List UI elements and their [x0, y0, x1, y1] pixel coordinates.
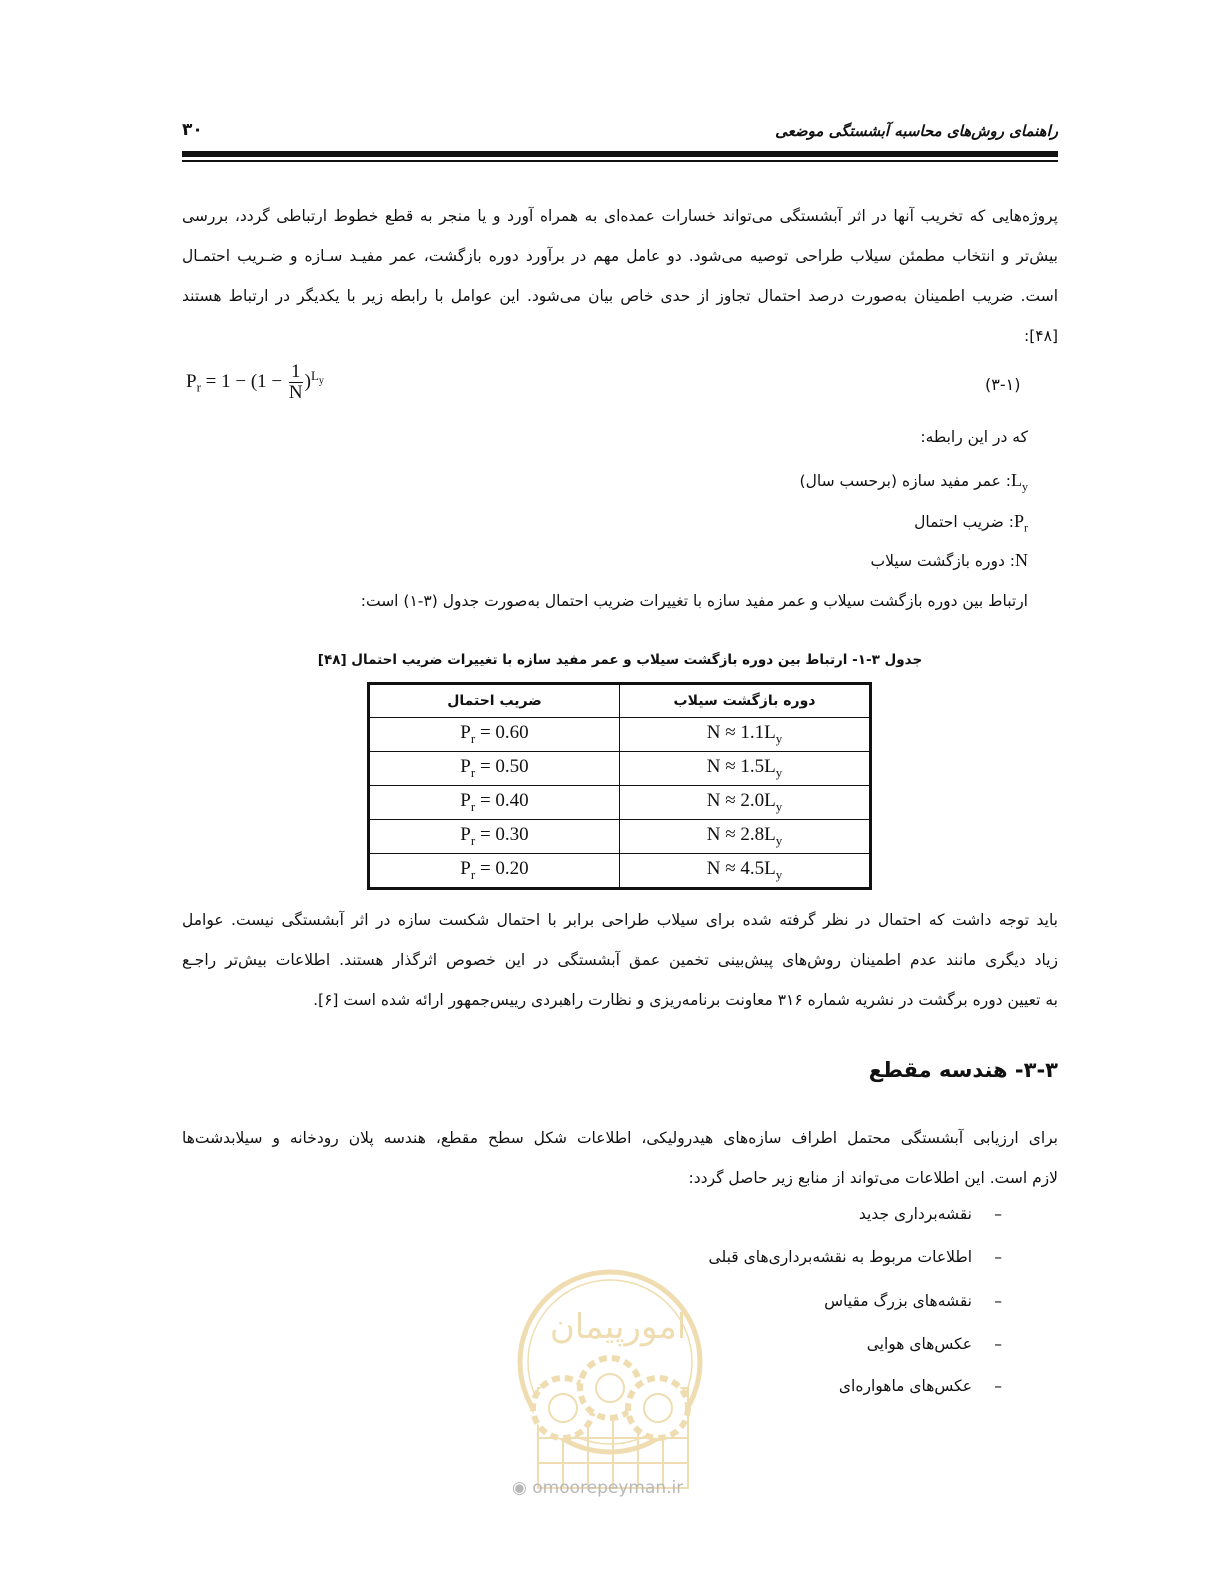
section-line: لازم است. این اطلاعات می‌تواند از منابع زیر حاصل گردد:: [688, 1169, 1058, 1187]
cell-probability: $P_r = 0.60$: [369, 718, 620, 752]
table-header-row: [369, 684, 871, 718]
running-title: راهنمای روش‌های محاسبه آبشستگی موضعی: [775, 122, 1058, 140]
definition-text: : ضریب احتمال: [914, 513, 1014, 531]
note-line: زیاد دیگری مانند عدم اطمینان روش‌های پیش‌بینی تخمین عمق آبشستگی در این خصوص اثرگذار هستند. اطلاعات بیش‌تر راجـع: [182, 951, 1058, 969]
list-dash: –: [994, 1248, 1002, 1266]
equation: [186, 362, 324, 403]
svg-text:امورپیمان: امورپیمان: [549, 1307, 687, 1347]
eq-exponent: Ly: [310, 367, 324, 387]
list-item: [839, 1377, 1002, 1395]
section-heading: ۳-۳- هندسه مقطع: [868, 1058, 1058, 1082]
list-item: [867, 1335, 1002, 1353]
definition-item: [871, 550, 1028, 571]
equation-number: (۳-۱): [985, 375, 1021, 394]
data-table: [367, 682, 872, 890]
note-line: باید توجه داشت که احتمال در نظر گرفته شده برای سیلاب طراحی برابر با احتمال شکست سازه در اثر آبشستگی نیست. عوامل: [182, 911, 1058, 929]
definition-item: [800, 470, 1028, 495]
list-item: [859, 1205, 1002, 1223]
cell-probability: $P_r = 0.40$: [369, 786, 620, 820]
note-paragraph: [182, 900, 1058, 1020]
list-item-text: عکس‌های هوایی: [866, 1335, 972, 1353]
definition-symbol: $L_y$: [1011, 470, 1028, 494]
eq-denominator: N: [288, 382, 303, 403]
list-item-text: عکس‌های ماهواره‌ای: [838, 1377, 972, 1395]
list-item: [824, 1292, 1002, 1310]
eq-part2: ): [304, 370, 311, 392]
list-dash: –: [994, 1377, 1002, 1395]
definitions-intro: که در این رابطه:: [920, 428, 1028, 446]
table-row: [369, 718, 871, 752]
table-row: [369, 820, 871, 854]
cell-probability: $P_r = 0.50$: [369, 752, 620, 786]
intro-line: پروژه‌هایی که تخریب آنها در اثر آبشستگی می‌تواند خسارات عمده‌ای به همراه آورد و یا منجر به قطع خطوط ارتباطی گردد، بررسی: [182, 207, 1058, 225]
cell-probability: $P_r = 0.30$: [369, 820, 620, 854]
definition-symbol: $P_r$: [1013, 511, 1028, 535]
watermark-logo-icon: [498, 1268, 722, 1508]
header-rule-thick: [182, 151, 1058, 157]
definition-text: : عمر مفید سازه (برحسب سال): [799, 472, 1011, 490]
intro-paragraph: [182, 196, 1058, 356]
cell-return-period: $N \approx 2.0L_y$: [620, 786, 871, 820]
eq-lhs: P: [186, 370, 197, 392]
definition-symbol: N: [1015, 550, 1028, 570]
list-dash: –: [994, 1292, 1002, 1310]
cell-probability: $P_r = 0.20$: [369, 854, 620, 889]
table-row: [369, 854, 871, 889]
cell-return-period: $N \approx 1.1L_y$: [620, 718, 871, 752]
eq-fraction: [289, 362, 303, 403]
eq-part1: = 1 − (1 −: [200, 370, 287, 392]
list-dash: –: [994, 1335, 1002, 1353]
section-paragraph: [182, 1118, 1058, 1198]
eq-lhs-sub: r: [196, 379, 201, 395]
note-line: به تعیین دوره برگشت در نشریه شماره ۳۱۶ معاونت برنامه‌ریزی و نظارت راهبردی رییس‌جمهور ارائه شده است [۶].: [313, 991, 1058, 1009]
list-item-text: نقشه‌های بزرگ مقیاس: [824, 1292, 972, 1310]
header-rule-thin: [182, 160, 1058, 162]
list-dash: –: [994, 1205, 1002, 1223]
table-caption: جدول ۳-۱- ارتباط بین دوره بازگشت سیلاب و عمر مفید سازه با تغییرات ضریب احتمال [۴۸]: [317, 652, 923, 668]
list-item-text: نقشه‌برداری جدید: [858, 1205, 972, 1223]
table-row: [369, 752, 871, 786]
header-probability: ضریب احتمال: [369, 684, 620, 718]
cell-return-period: $N \approx 2.8L_y$: [620, 820, 871, 854]
definition-text: : دوره بازگشت سیلاب: [870, 552, 1015, 570]
page-number: ۳۰: [182, 120, 203, 140]
intro-line: [۴۸]:: [1024, 327, 1058, 345]
definition-item: [914, 511, 1028, 536]
header-return-period: دوره بازگشت سیلاب: [620, 684, 871, 718]
list-item-text: اطلاعات مربوط به نقشه‌برداری‌های قبلی: [708, 1248, 972, 1266]
relation-sentence: ارتباط بین دوره بازگشت سیلاب و عمر مفید سازه با تغییرات ضریب احتمال به‌صورت جدول (۳-۱) است:: [360, 592, 1028, 610]
intro-line: بیش‌تر و انتخاب مطمئن سیلاب طراحی توصیه می‌شود. دو عامل مهم در برآورد دوره بازگشت، عمر مفیـد سـازه و ضـریب احتمـال: [182, 247, 1058, 265]
intro-line: است. ضریب اطمینان به‌صورت درصد احتمال تجاوز از حدی خاص بیان می‌شود. این عوامل با رابطه زیر با یکدیگر در ارتباط هستند: [182, 287, 1058, 305]
section-line: برای ارزیابی آبشستگی محتمل اطراف سازه‌های هیدرولیکی، اطلاعات شکل سطح مقطع، هندسه پلان رودخانه و سیلابدشت‌ها: [182, 1129, 1058, 1147]
watermark-url: ◉ omoorepeyman.ir: [512, 1478, 684, 1498]
eq-numerator: 1: [289, 362, 303, 383]
cell-return-period: $N \approx 4.5L_y$: [620, 854, 871, 889]
cell-return-period: $N \approx 1.5L_y$: [620, 752, 871, 786]
table-row: [369, 786, 871, 820]
list-item: [709, 1248, 1002, 1266]
